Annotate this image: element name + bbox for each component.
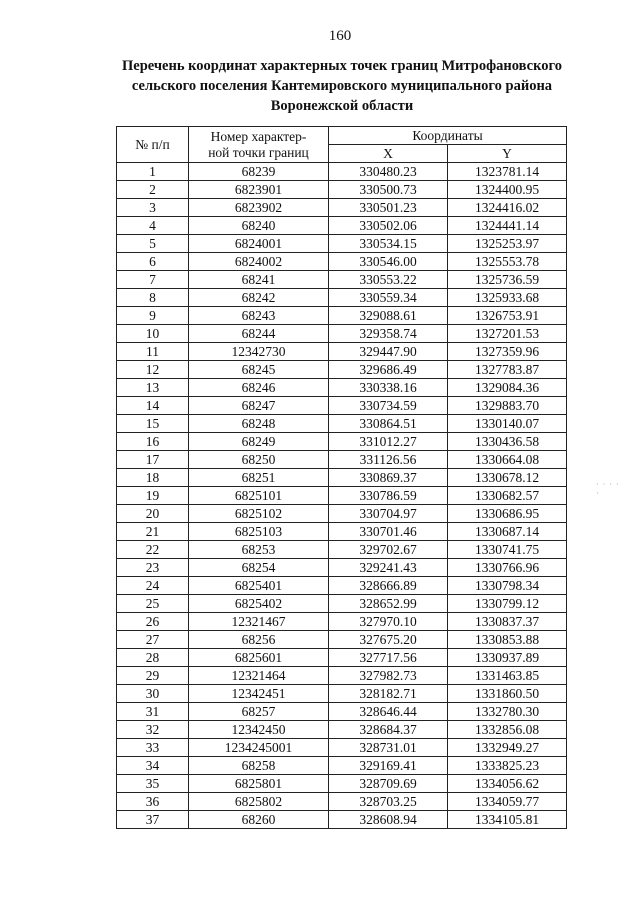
header-point-number [189,127,329,163]
cell-y: 1330798.34 [448,577,567,595]
cell-x: 327970.10 [329,613,448,631]
cell-row-number: 13 [117,379,189,397]
table-row [117,307,567,325]
cell-row-number: 19 [117,487,189,505]
table-row [117,199,567,217]
cell-y: 1332949.27 [448,739,567,757]
cell-point-number: 68245 [189,361,329,379]
cell-row-number: 26 [117,613,189,631]
cell-y: 1330678.12 [448,469,567,487]
cell-x: 330500.73 [329,181,448,199]
cell-row-number: 16 [117,433,189,451]
cell-row-number: 4 [117,217,189,235]
table-row [117,703,567,721]
cell-point-number: 12342451 [189,685,329,703]
table-body [117,163,567,829]
cell-x: 330869.37 [329,469,448,487]
table-row [117,523,567,541]
cell-point-number: 68249 [189,433,329,451]
table-row [117,775,567,793]
header-y: Y [448,145,567,163]
cell-point-number: 1234245001 [189,739,329,757]
table-row [117,217,567,235]
title-line: Перечень координат характерных точек границ Митрофановского [122,58,562,74]
cell-row-number: 2 [117,181,189,199]
cell-y: 1330140.07 [448,415,567,433]
cell-x: 327717.56 [329,649,448,667]
cell-x: 327982.73 [329,667,448,685]
cell-row-number: 5 [117,235,189,253]
cell-y: 1332780.30 [448,703,567,721]
cell-x: 330553.22 [329,271,448,289]
cell-row-number: 37 [117,811,189,829]
cell-row-number: 36 [117,793,189,811]
coordinates-table [116,126,567,829]
cell-row-number: 14 [117,397,189,415]
table-row [117,271,567,289]
cell-y: 1330687.14 [448,523,567,541]
cell-y: 1325253.97 [448,235,567,253]
cell-point-number: 68260 [189,811,329,829]
cell-row-number: 3 [117,199,189,217]
cell-y: 1334056.62 [448,775,567,793]
cell-y: 1334059.77 [448,793,567,811]
cell-x: 330704.97 [329,505,448,523]
cell-y: 1330799.12 [448,595,567,613]
cell-y: 1330686.95 [448,505,567,523]
cell-y: 1323781.14 [448,163,567,181]
cell-row-number: 32 [117,721,189,739]
cell-y: 1331463.85 [448,667,567,685]
cell-x: 330501.23 [329,199,448,217]
cell-y: 1330682.57 [448,487,567,505]
cell-y: 1327783.87 [448,361,567,379]
table-row [117,181,567,199]
cell-x: 330480.23 [329,163,448,181]
cell-row-number: 12 [117,361,189,379]
table-row [117,433,567,451]
table-row [117,559,567,577]
table-row [117,505,567,523]
table-row [117,253,567,271]
cell-point-number: 68253 [189,541,329,559]
cell-y: 1327201.53 [448,325,567,343]
cell-row-number: 21 [117,523,189,541]
table-header [117,127,567,163]
table-row [117,811,567,829]
cell-row-number: 9 [117,307,189,325]
table-row [117,685,567,703]
scan-artifact: · · · · · [596,480,620,498]
page-number: 160 [328,28,352,44]
cell-row-number: 34 [117,757,189,775]
cell-row-number: 1 [117,163,189,181]
table-row [117,577,567,595]
table-row [117,487,567,505]
cell-point-number: 6824001 [189,235,329,253]
cell-y: 1330436.58 [448,433,567,451]
cell-y: 1325736.59 [448,271,567,289]
table-row [117,793,567,811]
cell-y: 1330766.96 [448,559,567,577]
cell-y: 1325553.78 [448,253,567,271]
cell-x: 328703.25 [329,793,448,811]
cell-y: 1330853.88 [448,631,567,649]
cell-point-number: 68242 [189,289,329,307]
cell-row-number: 27 [117,631,189,649]
document-title [98,56,586,116]
cell-x: 328731.01 [329,739,448,757]
header-row-number: № п/п [117,127,189,163]
cell-x: 330559.34 [329,289,448,307]
cell-point-number: 6825401 [189,577,329,595]
cell-y: 1330937.89 [448,649,567,667]
cell-row-number: 25 [117,595,189,613]
cell-point-number: 68247 [189,397,329,415]
cell-y: 1327359.96 [448,343,567,361]
cell-point-number: 68251 [189,469,329,487]
cell-point-number: 12321467 [189,613,329,631]
table-row [117,667,567,685]
cell-point-number: 68258 [189,757,329,775]
table-row [117,379,567,397]
table-row [117,631,567,649]
cell-row-number: 35 [117,775,189,793]
table-row [117,757,567,775]
cell-row-number: 28 [117,649,189,667]
cell-point-number: 68254 [189,559,329,577]
cell-x: 329241.43 [329,559,448,577]
cell-row-number: 18 [117,469,189,487]
cell-x: 328646.44 [329,703,448,721]
cell-y: 1326753.91 [448,307,567,325]
cell-point-number: 6825102 [189,505,329,523]
cell-x: 328666.89 [329,577,448,595]
table-row [117,595,567,613]
cell-x: 329169.41 [329,757,448,775]
table-row [117,469,567,487]
cell-x: 328684.37 [329,721,448,739]
cell-y: 1324416.02 [448,199,567,217]
cell-point-number: 6825801 [189,775,329,793]
cell-row-number: 20 [117,505,189,523]
cell-y: 1324400.95 [448,181,567,199]
table-row [117,541,567,559]
header-x: X [329,145,448,163]
cell-row-number: 7 [117,271,189,289]
cell-point-number: 6825601 [189,649,329,667]
cell-point-number: 6823902 [189,199,329,217]
cell-point-number: 6825103 [189,523,329,541]
table-row [117,325,567,343]
cell-x: 330734.59 [329,397,448,415]
table-row [117,163,567,181]
cell-x: 329358.74 [329,325,448,343]
cell-point-number: 68240 [189,217,329,235]
table-row [117,721,567,739]
table-row [117,613,567,631]
cell-point-number: 12342730 [189,343,329,361]
cell-x: 329702.67 [329,541,448,559]
cell-point-number: 6823901 [189,181,329,199]
cell-point-number: 6824002 [189,253,329,271]
cell-point-number: 12321464 [189,667,329,685]
cell-row-number: 29 [117,667,189,685]
cell-x: 330864.51 [329,415,448,433]
cell-row-number: 24 [117,577,189,595]
cell-x: 330534.15 [329,235,448,253]
cell-x: 328652.99 [329,595,448,613]
cell-y: 1333825.23 [448,757,567,775]
header-point-number-line: ной точки границ [208,144,309,160]
table-row [117,343,567,361]
cell-row-number: 31 [117,703,189,721]
cell-point-number: 68244 [189,325,329,343]
cell-point-number: 68243 [189,307,329,325]
cell-point-number: 6825802 [189,793,329,811]
cell-x: 329447.90 [329,343,448,361]
cell-row-number: 10 [117,325,189,343]
cell-point-number: 68257 [189,703,329,721]
cell-y: 1329883.70 [448,397,567,415]
cell-point-number: 12342450 [189,721,329,739]
cell-x: 331126.56 [329,451,448,469]
cell-y: 1329084.36 [448,379,567,397]
cell-x: 328608.94 [329,811,448,829]
cell-x: 328182.71 [329,685,448,703]
cell-y: 1332856.08 [448,721,567,739]
cell-x: 329088.61 [329,307,448,325]
cell-x: 330338.16 [329,379,448,397]
cell-x: 327675.20 [329,631,448,649]
cell-x: 329686.49 [329,361,448,379]
table-row [117,415,567,433]
table-row [117,451,567,469]
cell-point-number: 68246 [189,379,329,397]
cell-point-number: 68248 [189,415,329,433]
cell-row-number: 30 [117,685,189,703]
table-row [117,739,567,757]
cell-y: 1324441.14 [448,217,567,235]
cell-point-number: 68239 [189,163,329,181]
cell-y: 1330664.08 [448,451,567,469]
cell-row-number: 23 [117,559,189,577]
cell-y: 1331860.50 [448,685,567,703]
header-point-number-line: Номер характер- [210,128,307,144]
cell-y: 1325933.68 [448,289,567,307]
cell-y: 1330837.37 [448,613,567,631]
title-line: Воронежской области [270,98,414,114]
table-row [117,289,567,307]
cell-x: 330502.06 [329,217,448,235]
title-line: сельского поселения Кантемировского муниципального района [131,78,553,94]
cell-row-number: 17 [117,451,189,469]
cell-x: 330786.59 [329,487,448,505]
cell-y: 1330741.75 [448,541,567,559]
cell-point-number: 68241 [189,271,329,289]
cell-row-number: 11 [117,343,189,361]
table-row [117,235,567,253]
cell-point-number: 6825402 [189,595,329,613]
cell-point-number: 68250 [189,451,329,469]
cell-row-number: 8 [117,289,189,307]
table-row [117,649,567,667]
cell-x: 330546.00 [329,253,448,271]
cell-point-number: 6825101 [189,487,329,505]
cell-row-number: 33 [117,739,189,757]
cell-row-number: 6 [117,253,189,271]
cell-point-number: 68256 [189,631,329,649]
cell-x: 330701.46 [329,523,448,541]
cell-x: 331012.27 [329,433,448,451]
table-row [117,397,567,415]
cell-x: 328709.69 [329,775,448,793]
cell-row-number: 22 [117,541,189,559]
cell-row-number: 15 [117,415,189,433]
header-coordinates: Координаты [329,127,567,145]
cell-y: 1334105.81 [448,811,567,829]
table-row [117,361,567,379]
